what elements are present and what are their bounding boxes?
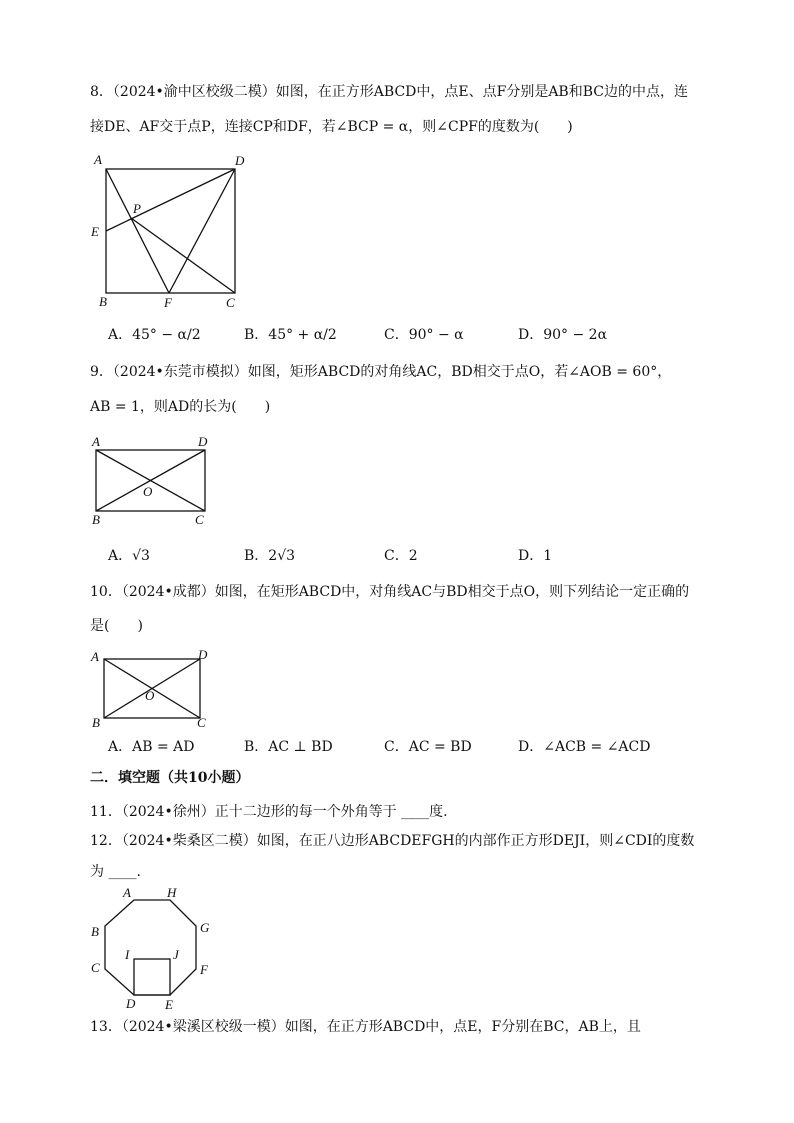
q10-option-a: A．AB = AD [108, 739, 195, 755]
q9-label-D: D [198, 434, 208, 449]
q8-label-D: D [235, 153, 245, 168]
q10-label-O: O [145, 688, 155, 703]
q12-label-E: E [165, 997, 173, 1012]
q9-text-line2: AB = 1，则AD的长为( ) [90, 399, 271, 415]
q8-label-C: C [226, 295, 235, 310]
q9-text-line1: 9．（2024•东莞市模拟）如图，矩形ABCD的对角线AC，BD相交于点O，若∠AOB = 60°， [90, 364, 672, 380]
q10-text-line1: 10．（2024•成都）如图，在矩形ABCD中，对角线AC与BD相交于点O，则下列结论一定正确的 [90, 584, 690, 600]
q12-label-C: C [91, 960, 100, 975]
q10-option-b: B．AC ⊥ BD [244, 739, 333, 755]
q9-option-a: A．√3 [108, 548, 150, 564]
q9-option-d: D．1 [518, 548, 553, 564]
q9-label-A: A [92, 434, 100, 449]
q9-label-C: C [195, 512, 204, 527]
q8-label-E: E [91, 224, 99, 239]
q8-label-F: F [164, 295, 172, 310]
q12-label-B: B [91, 924, 99, 939]
q12-label-A: A [123, 885, 131, 900]
q12-text-line2: 为 ____. [90, 864, 141, 880]
q8-label-P: P [133, 201, 141, 216]
q12-label-G: G [200, 920, 210, 935]
q11-text-line1: 11．（2024•徐州）正十二边形的每一个外角等于 ____度. [90, 804, 448, 820]
q8-option-c: C．90° − α [384, 327, 464, 343]
q9-option-c: C．2 [384, 548, 418, 564]
q10-label-B: B [92, 715, 100, 730]
q12-label-I: I [125, 947, 130, 962]
q12-text-line1: 12．（2024•柴桑区二模）如图，在正八边形ABCDEFGH的内部作正方形DEJI，则∠CDI的度数 [90, 833, 695, 849]
q12-label-J: J [173, 947, 179, 962]
q10-label-C: C [197, 715, 206, 730]
q12-octagon [105, 900, 196, 995]
q10-option-d: D．∠ACB = ∠ACD [518, 739, 651, 755]
q8-text-line1: 8．（2024•渝中区校级二模）如图，在正方形ABCD中，点E、点F分别是AB和BC边的中点，连 [90, 84, 688, 100]
q12-label-F: F [200, 962, 208, 977]
q12-square-DEJI [134, 959, 170, 995]
q9-label-B: B [92, 512, 100, 527]
q8-option-d: D．90° − 2α [518, 327, 608, 343]
section-heading-fill-in: 二．填空题（共10小题） [90, 770, 250, 786]
q8-option-a: A．45° − α/2 [108, 327, 201, 343]
q9-label-O: O [143, 484, 153, 499]
q8-text-line2: 接DE、AF交于点P，连接CP和DF，若∠BCP = α，则∠CPF的度数为( ) [90, 119, 573, 135]
q10-label-D: D [198, 647, 208, 662]
q8-label-B: B [99, 294, 107, 309]
q10-text-line2: 是( ) [90, 618, 143, 634]
q8-label-A: A [94, 152, 102, 167]
q8-option-b: B．45° + α/2 [244, 327, 337, 343]
q12-label-H: H [167, 885, 177, 900]
q13-text-line1: 13．（2024•梁溪区校级一模）如图，在正方形ABCD中，点E，F分别在BC，AB上，且 [90, 1019, 641, 1035]
q12-label-D: D [126, 996, 136, 1011]
q10-option-c: C．AC = BD [384, 739, 472, 755]
q10-label-A: A [91, 649, 99, 664]
q9-option-b: B．2√3 [244, 548, 296, 564]
